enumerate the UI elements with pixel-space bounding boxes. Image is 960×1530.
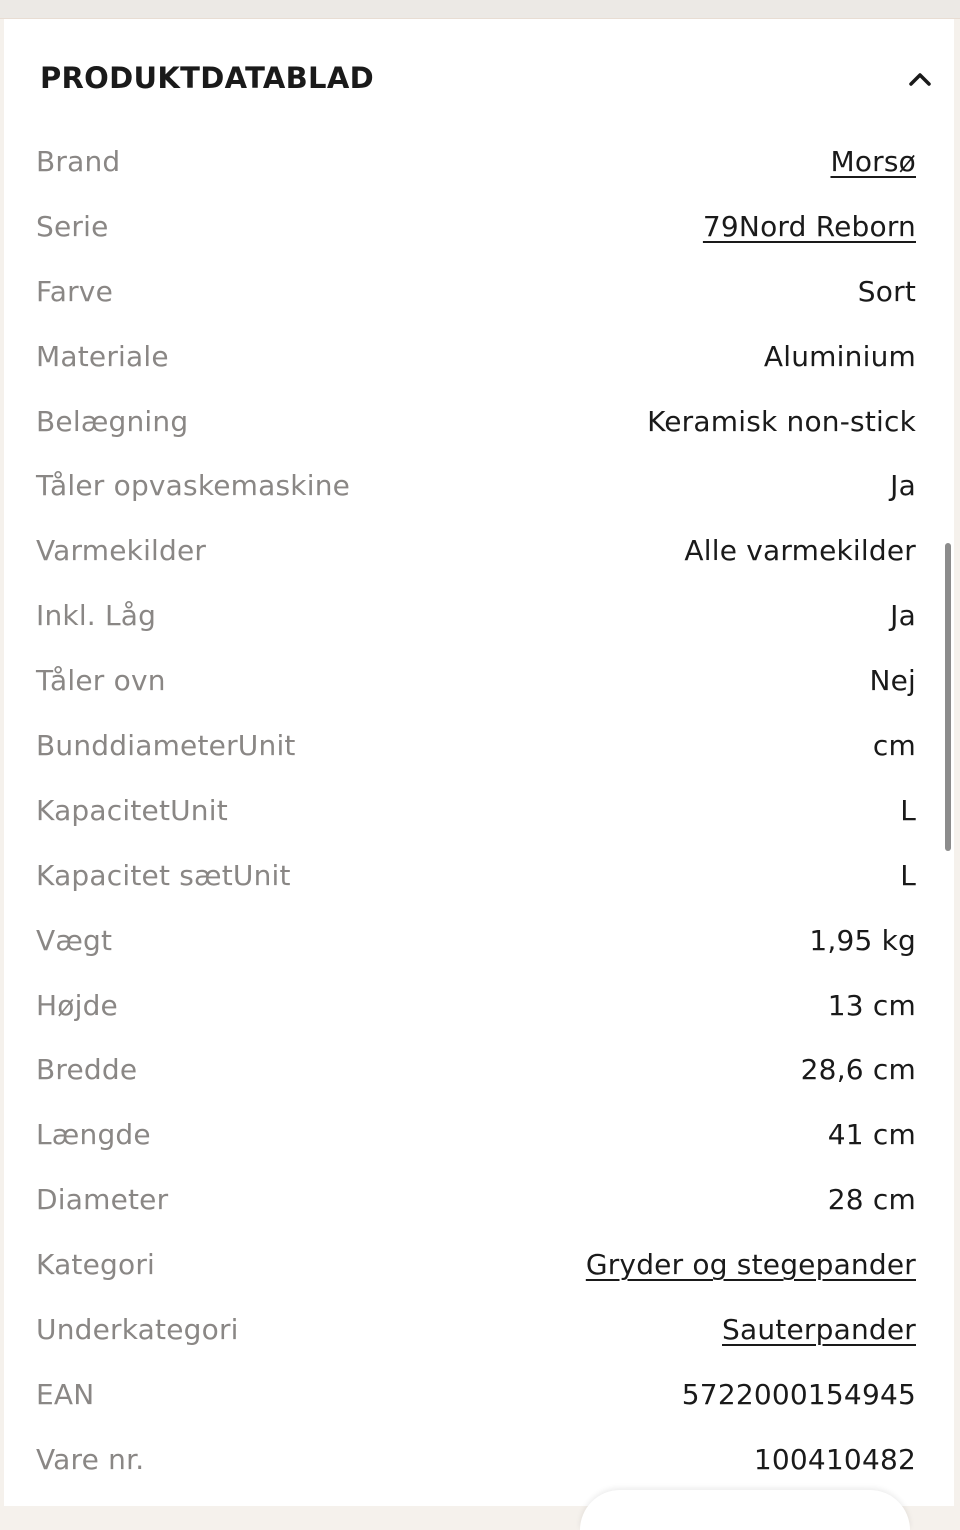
spec-value-link[interactable]: Sauterpander (722, 1312, 916, 1346)
spec-row (36, 129, 916, 194)
spec-row (36, 778, 916, 843)
spec-row (36, 973, 916, 1038)
spec-row (36, 1037, 916, 1102)
spec-label: Serie (36, 209, 109, 243)
spec-value-link[interactable]: Morsø (830, 144, 916, 178)
spec-label: Diameter (36, 1183, 169, 1217)
spec-value-link[interactable]: 79Nord Reborn (702, 209, 916, 243)
spec-value: 28,6 cm (800, 1053, 916, 1087)
spec-row (36, 518, 916, 583)
top-band (0, 0, 960, 19)
spec-label: Brand (36, 144, 121, 178)
spec-row (36, 453, 916, 518)
spec-row (36, 389, 916, 454)
spec-row (36, 1232, 916, 1297)
spec-label: Materiale (36, 339, 169, 373)
spec-row (36, 648, 916, 713)
section-header[interactable] (40, 57, 934, 103)
spec-value-link[interactable]: Gryder og stegepander (585, 1248, 916, 1282)
spec-label: Underkategori (36, 1312, 239, 1346)
spec-list (36, 129, 916, 1492)
spec-value: 5722000154945 (681, 1377, 916, 1411)
spec-row (36, 1297, 916, 1362)
spec-label: Tåler opvaskemaskine (36, 469, 351, 503)
spec-label: Belægning (36, 404, 189, 438)
spec-row (36, 583, 916, 648)
spec-value: Alle varmekilder (684, 534, 916, 568)
spec-label: EAN (36, 1377, 95, 1411)
spec-value: 28 cm (827, 1183, 916, 1217)
spec-value: L (900, 793, 916, 827)
spec-label: Bredde (36, 1053, 138, 1087)
spec-value: Ja (890, 469, 916, 503)
spec-label: Højde (36, 988, 118, 1022)
spec-label: Kategori (36, 1248, 156, 1282)
spec-value: Sort (857, 274, 916, 308)
floating-widget-edge[interactable] (580, 1490, 910, 1530)
spec-value: Keramisk non-stick (647, 404, 916, 438)
spec-value: Ja (890, 599, 916, 633)
spec-row (36, 259, 916, 324)
spec-value: 100410482 (753, 1442, 916, 1476)
spec-value: 1,95 kg (809, 923, 916, 957)
spec-label: Vare nr. (36, 1442, 145, 1476)
spec-value: Aluminium (763, 339, 916, 373)
spec-label: Længde (36, 1118, 151, 1152)
spec-row (36, 843, 916, 908)
spec-label: Varmekilder (36, 534, 207, 568)
spec-value: L (900, 858, 916, 892)
spec-label: Kapacitet sætUnit (36, 858, 291, 892)
chevron-up-icon[interactable] (906, 65, 934, 93)
spec-value: 13 cm (827, 988, 916, 1022)
spec-label: KapacitetUnit (36, 793, 228, 827)
spec-row (36, 1362, 916, 1427)
scrollbar[interactable] (945, 543, 951, 851)
section-title: PRODUKTDATABLAD (40, 61, 374, 95)
spec-row (36, 908, 916, 973)
spec-value: Nej (869, 664, 916, 698)
spec-row (36, 1427, 916, 1492)
spec-row (36, 324, 916, 389)
spec-row (36, 1167, 916, 1232)
spec-row (36, 1102, 916, 1167)
spec-label: Vægt (36, 923, 113, 957)
spec-label: BunddiameterUnit (36, 728, 296, 762)
spec-label: Inkl. Låg (36, 599, 157, 633)
spec-row (36, 194, 916, 259)
spec-value: cm (872, 728, 916, 762)
spec-row (36, 713, 916, 778)
spec-label: Tåler ovn (36, 664, 166, 698)
spec-label: Farve (36, 274, 114, 308)
spec-value: 41 cm (827, 1118, 916, 1152)
